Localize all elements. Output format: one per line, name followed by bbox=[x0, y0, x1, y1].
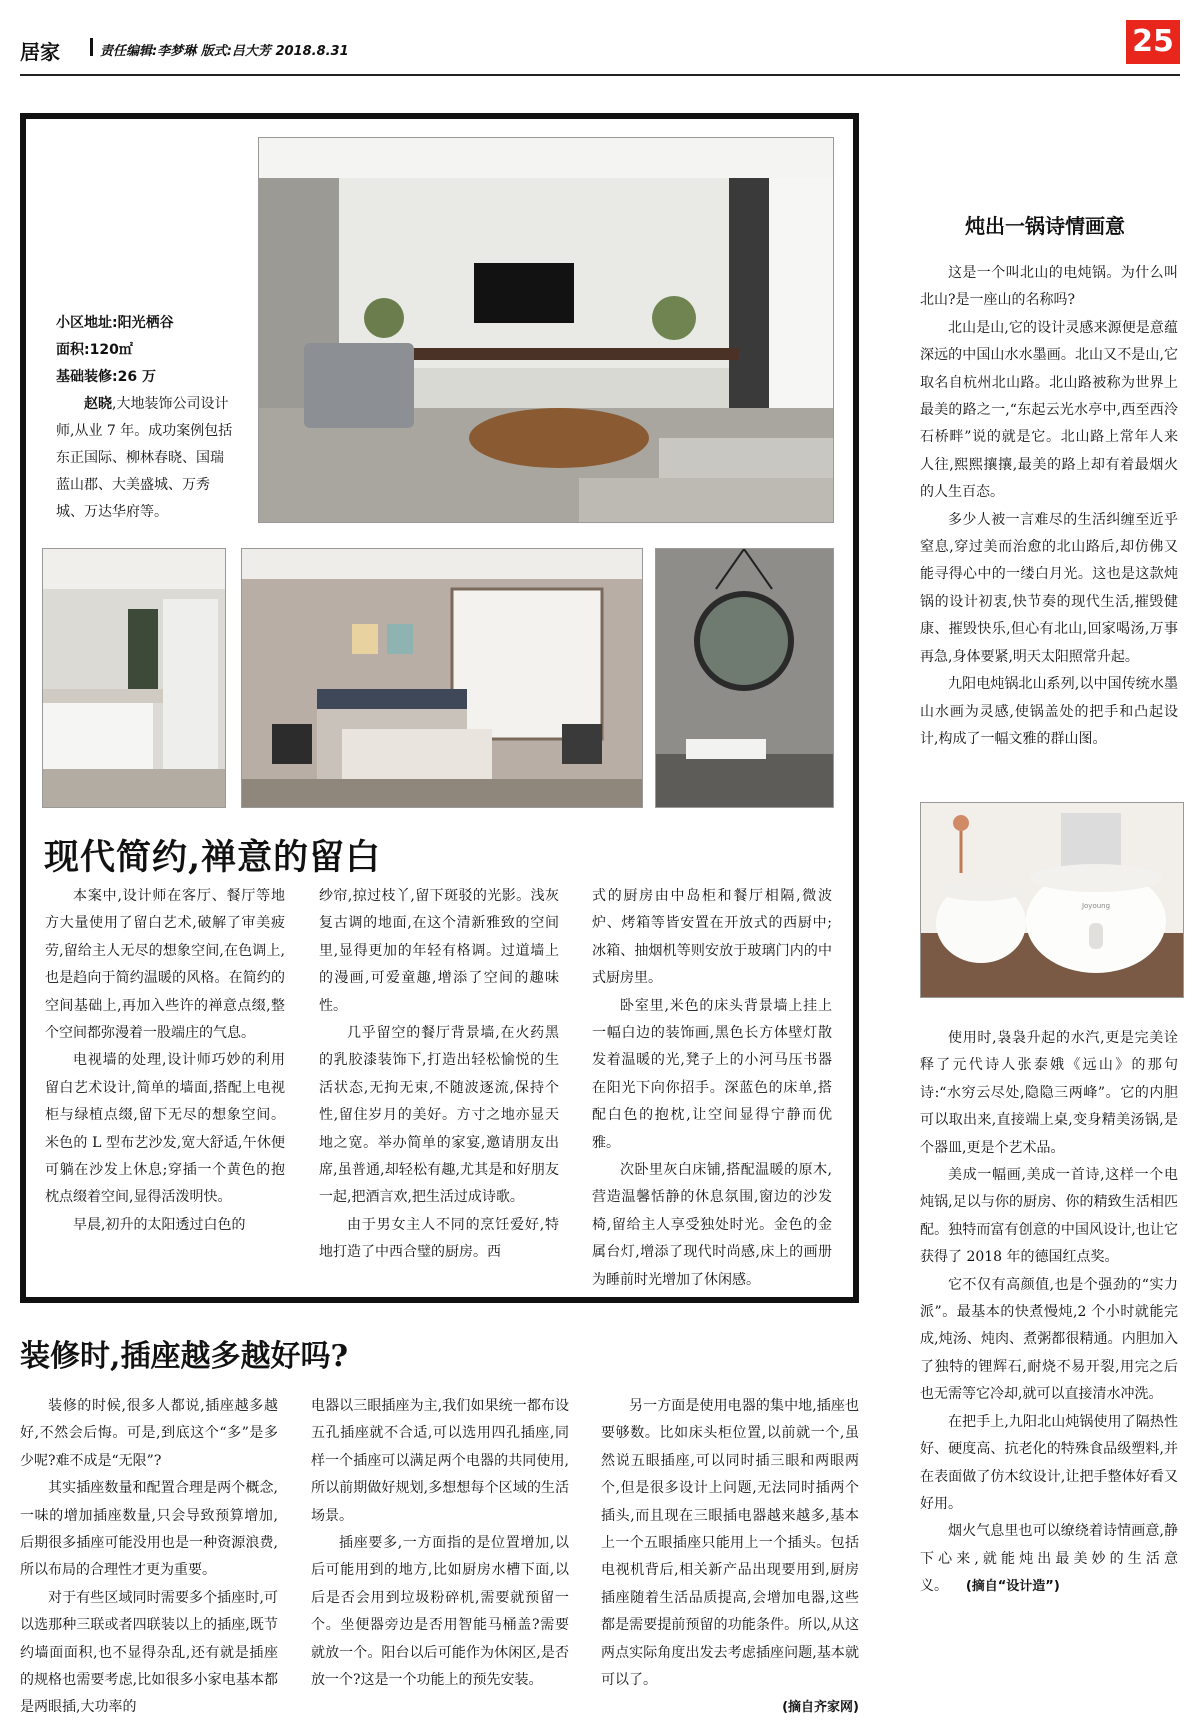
sockets-column-1 bbox=[20, 1393, 278, 1722]
paragraph: 插座要多,一方面指的是位置增加,以后可能用到的地方,比如厨房水槽下面,以后是否会用到垃圾粉碎机,需要就预留一个。坐便器旁边是否用智能马桶盖?需要就放一个。阳台以后可能作为休闲区,是否放一个?这是一个功能上的预先安装。 bbox=[311, 1535, 569, 1689]
paragraph: 另一方面是使用电器的集中地,插座也要够数。比如床头柜位置,以前就一个,虽然说五眼插座,可以同时插三眼和两眼两个,但是很多设计上问题,无法同时插两个插头,而且现在三眼插电器越来越多,基本上一个五眼插座只能用上一个插头。包括电视机背后,相关新产品出现要用到,厨房插座随着生活品质提高,会增加电器,这些都是需要提前预留的功能条件。所以,从这两点实际角度出发去考虑插座问题,基本就可以了。 bbox=[601, 1398, 859, 1689]
feature-column-2 bbox=[319, 883, 559, 1267]
paragraph: 使用时,袅袅升起的水汽,更是完美诠释了元代诗人张泰娥《远山》的那句诗:“水穷云尽处,隐隐三两峰”。它的内胆可以取出来,直接端上桌,变身精美汤锅,是个器皿,更是个艺术品。 bbox=[920, 1030, 1178, 1156]
bathroom-photo bbox=[655, 548, 834, 808]
paragraph: 装修的时候,很多人都说,插座越多越好,不然会后悔。可是,到底这个“多”是多少呢?难不成是“无限”? bbox=[20, 1398, 278, 1469]
paragraph: 北山是山,它的设计灵感来源便是意蕴深远的中国山水水墨画。北山又不是山,它取名自杭州北山路。北山路被称为世界上最美的路之一,“东起云光水亭中,西至西泠石桥畔”说的就是它。北山路上常年人来人往,熙熙攘攘,最美的路上却有着最烟火的人生百态。 bbox=[920, 319, 1178, 501]
designer-name: 赵晓 bbox=[84, 396, 112, 412]
paragraph: 在把手上,九阳北山炖锅使用了隔热性好、硬度高、抗老化的特殊食品级塑料,并在表面做了仿木纹设计,让把手整体好看又好用。 bbox=[920, 1413, 1178, 1512]
paragraph: 对于有些区域同时需要多个插座时,可以选那种三联或者四联装以上的插座,既节约墙面面积,也不显得杂乱,还有就是插座的规格也需要考虑,比如很多小家电基本都是两眼插,大功率的 bbox=[20, 1589, 278, 1716]
paragraph: 次卧里灰白床铺,搭配温暖的原木,营造温馨恬静的休息氛围,窗边的沙发椅,留给主人享受独处时光。金色的金属台灯,增添了现代时尚感,床上的画册为睡前时光增加了休闲感。 bbox=[592, 1162, 832, 1288]
paragraph: 早晨,初升的太阳透过白色的 bbox=[73, 1216, 246, 1233]
living-room-photo bbox=[258, 137, 834, 523]
paragraph: 美成一幅画,美成一首诗,这样一个电炖锅,足以与你的厨房、你的精致生活相匹配。独特而富有创意的中国风设计,也让它获得了 2018 年的德国红点奖。 bbox=[920, 1167, 1178, 1266]
paragraph bbox=[920, 1518, 1178, 1600]
cooker-column-bottom bbox=[920, 1025, 1178, 1601]
kitchen-photo bbox=[42, 548, 226, 808]
paragraph: 本案中,设计师在客厅、餐厅等地方大量使用了留白艺术,破解了审美疲劳,留给主人无尽的想象空间,在色调上,也是趋向于简约温暖的风格。在简约的空间基础上,再加入些许的禅意点缀,整个空间都弥漫着一股端庄的气息。 bbox=[45, 888, 285, 1042]
paragraph: 其实插座数量和配置合理是两个概念,一味的增加插座数量,只会导致预算增加,后期很多插座可能没用也是一种资源浪费,所以布局的合理性才更为重要。 bbox=[20, 1480, 278, 1579]
paragraph: 卧室里,米色的床头背景墙上挂上一幅白边的装饰画,黑色长方体壁灯散发着温暖的光,凳子上的小河马压书器在阳光下向你招手。深蓝色的床单,搭配白色的抱枕,让空间显得宁静而优雅。 bbox=[592, 997, 832, 1151]
project-area: 面积:120㎡ bbox=[56, 342, 133, 358]
paragraph: 九阳电炖锅北山系列,以中国传统水墨山水画为灵感,使锅盖处的把手和凸起设计,构成了一幅文雅的群山图。 bbox=[920, 676, 1178, 747]
designer-bio: ,大地装饰公司设计师,从业 7 年。成功案例包括东正国际、柳林春晓、国瑞蓝山郡、大美盛城、万秀城、万达华府等。 bbox=[56, 396, 233, 520]
paragraph: 式的厨房由中岛柜和餐厅相隔,微波炉、烤箱等皆安置在开放式的西厨中;冰箱、抽烟机等则安放于玻璃门内的中式厨房里。 bbox=[592, 888, 832, 987]
paragraph: 多少人被一言难尽的生活纠缠至近乎窒息,穿过美而治愈的北山路后,却仿佛又能寻得心中的一缕白月光。这也是这款炖锅的设计初衷,快节奏的现代生活,摧毁健康、摧毁快乐,但心有北山,回家喝汤,万事再急,身体要紧,明天太阳照常升起。 bbox=[920, 511, 1178, 665]
paragraph: 它不仅有高颜值,也是个强劲的“实力派”。最基本的快煮慢炖,2 个小时就能完成,炖汤、炖肉、煮粥都很精通。内胆加入了独特的锂辉石,耐烧不易开裂,用完之后也无需等它冷却,就可以直接清水冲洗。 bbox=[920, 1276, 1178, 1403]
paragraph: 电器以三眼插座为主,我们如果统一都布设五孔插座就不合适,可以选用四孔插座,同样一个插座可以满足两个电器的共同使用,所以前期做好规划,多想想每个区域的生活场景。 bbox=[311, 1398, 569, 1524]
paragraph: 电视墙的处理,设计师巧妙的利用留白艺术设计,简单的墙面,搭配上电视柜与绿植点缀,留下无尽的想象空间。米色的 L 型布艺沙发,宽大舒适,午休便可躺在沙发上休息;穿插一个黄色的抱枕点缀着空间,显得活泼明快。 bbox=[45, 1052, 285, 1206]
feature-column-1 bbox=[45, 883, 285, 1239]
feature-title: 现代简约,禅意的留白 bbox=[44, 837, 382, 878]
cooker-column-top bbox=[920, 260, 1178, 753]
page-header bbox=[20, 24, 1180, 70]
sockets-source: (摘自齐家网) bbox=[782, 1700, 859, 1716]
cooker-title: 炖出一锅诗情画意 bbox=[965, 214, 1125, 238]
paragraph: 由于男女主人不同的烹饪爱好,特地打造了中西合璧的厨房。西 bbox=[319, 1216, 559, 1261]
header-credits: 责任编辑:李梦琳 版式:吕大芳 2018.8.31 bbox=[100, 44, 349, 59]
header-rule bbox=[20, 74, 1180, 76]
project-info bbox=[56, 310, 236, 526]
cooker-brand-label: Joyoung bbox=[1081, 902, 1111, 910]
paragraph: 这是一个叫北山的电炖锅。为什么叫北山?是一座山的名称吗? bbox=[920, 265, 1178, 309]
page-number: 25 bbox=[1126, 20, 1180, 64]
sockets-column-2 bbox=[311, 1393, 569, 1694]
header-separator bbox=[90, 38, 93, 56]
cooker-source: (摘自“设计造”) bbox=[965, 1579, 1060, 1595]
section-name: 居家 bbox=[20, 40, 60, 64]
paragraph: 几乎留空的餐厅背景墙,在火药黑的乳胶漆装饰下,打造出轻松愉悦的生活状态,无拘无束,不随波逐流,保持个性,留住岁月的美好。方寸之地亦显天地之宽。举办简单的家宴,邀请朋友出席,虽普通,却轻松有趣,尤其是和好朋友一起,把酒言欢,把生活过成诗歌。 bbox=[319, 1025, 559, 1206]
sockets-title: 装修时,插座越多越好吗? bbox=[20, 1339, 349, 1374]
sockets-column-3 bbox=[601, 1393, 859, 1722]
feature-column-3 bbox=[592, 883, 832, 1294]
project-cost: 基础装修:26 万 bbox=[56, 369, 156, 385]
cooker-photo bbox=[920, 802, 1184, 998]
paragraph: 纱帘,掠过枝丫,留下斑驳的光影。浅灰复古调的地面,在这个清新雅致的空间里,显得更加的年轻有格调。过道墙上的漫画,可爱童趣,增添了空间的趣味性。 bbox=[319, 888, 559, 1014]
closing-text: 烟火气息里也可以缭绕着诗情画意,静下心来,就能炖出最美妙的生活意义。 bbox=[920, 1523, 1178, 1595]
project-address: 小区地址:阳光栖谷 bbox=[56, 315, 174, 331]
bedroom-photo bbox=[241, 548, 643, 808]
